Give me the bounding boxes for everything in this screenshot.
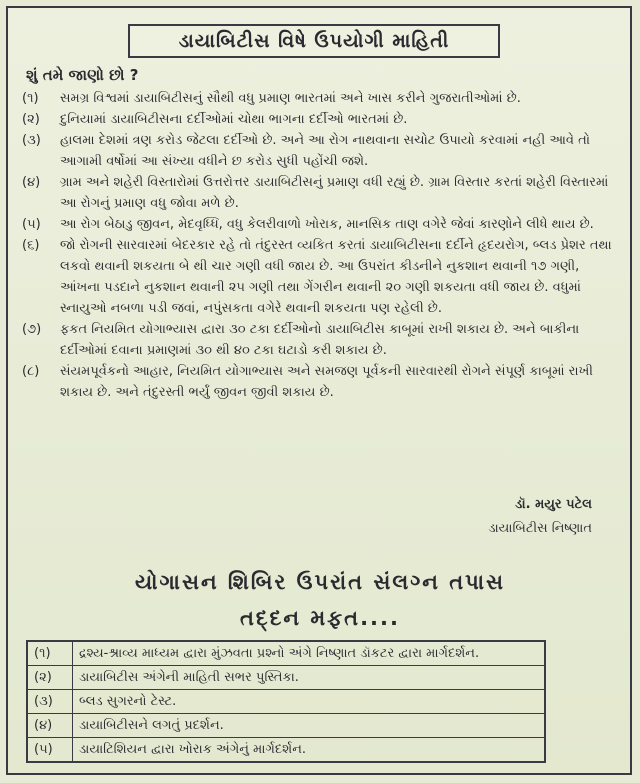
item-text: ગ્રામ અને શહેરી વિસ્તારોમાં ઉત્તરોત્તર ડાયાબિટીસનું પ્રમાણ વધી રહ્યું છે. ગ્રામ વિસ્તાર કરતાં શહેરી વિસ્તારમાં આ રોગનું પ્રમાણ વધુ જોવા મળે છે. [60, 175, 609, 211]
list-item [22, 88, 614, 109]
item-text: સંયમપૂર્વકનો આહાર, નિયમિત યોગાભ્યાસ અને સમજણ પૂર્વકની સારવારથી રોગને સંપૂર્ણ કાબૂમાં રાખી શકાય છે. અને તંદુરસ્તી ભર્યું જીવન જીવી શકાય છે. [60, 364, 593, 400]
author-role: ડાયાબિટીસ નિષ્ણાત [488, 521, 592, 536]
intro-question: શું તમે જાણો છો ? [26, 66, 139, 84]
item-number: (૬) [22, 238, 40, 253]
item-number: (૪) [22, 175, 41, 190]
offers-table [26, 640, 546, 763]
item-number: (૫) [22, 217, 41, 232]
item-number: (૮) [22, 364, 40, 379]
row-text: બ્લડ સુગરનો ટેસ્ટ. [79, 694, 177, 709]
table-row [28, 714, 544, 738]
item-number: (૨) [22, 112, 40, 127]
list-item [22, 130, 614, 172]
table-row [28, 738, 544, 761]
list-item [22, 361, 614, 403]
item-text: દુનિયામાં ડાયાબિટીસના દર્દીઓમાં ચોથા ભાગના દર્દીઓ ભારતમાં છે. [60, 112, 408, 127]
list-item [22, 319, 614, 361]
item-text: ફકત નિયમિત યોગાભ્યાસ દ્વારા ૩૦ ટકા દર્દીઓનો ડાયાબિટીસ કાબૂમાં રાખી શકાય છે. અને બાકીના દર્દીઓમાં દવાના પ્રમાણમાં ૩૦ થી ૪૦ ટકા ઘટાડો કરી શકાય છે. [60, 322, 580, 358]
camp-heading: યોગાસન શિબિર ઉપરાંત સંલગ્ન તપાસ [135, 570, 505, 594]
facts-list [22, 88, 614, 403]
row-number: (૧) [28, 642, 73, 665]
row-text: ડાયાબિટીસ અંગેની માહિતી સભર પુસ્તિકા. [79, 670, 299, 685]
row-text: દ્રશ્ય-શ્રાવ્ય માધ્યમ દ્વારા મુંઝવતા પ્રશ્નો અંગે નિષ્ણાત ડૉકટર દ્વારા માર્ગદર્શન. [79, 646, 480, 661]
list-item [22, 109, 614, 130]
item-number: (૩) [22, 133, 41, 148]
author-name: ડૉ. મયુર પટેલ [515, 497, 592, 512]
row-number: (૫) [28, 738, 73, 761]
row-number: (૪) [28, 714, 73, 737]
item-text: જો રોગની સારવારમાં બેદરકાર રહે તો તંદુરસ્ત વ્યકિત કરતાં ડાયાબિટીસના દર્દીને હૃદયરોગ, બ્લડ પ્રેશર તથા લકવો થવાની શકયતા બે થી ચાર ગણી વધી જાય છે. આ ઉપરાંત કીડનીને નુકશાન થવાની ૧૭ ગણી, આંખના પડદાને નુકશાન થવાની ૨૫ ગણી તથા ગેંગરીન થવાની ૨૦ ગણી શકયતા વધી જાય છે. વધુમાં સ્નાયુઓ નબળા પડી જવાં, નપુંસકતા વગેરે થવાની શકયતા પણ રહેલી છે. [60, 238, 612, 316]
item-text: સમગ્ર વિશ્વમાં ડાયાબિટીસનું સૌથી વધુ પ્રમાણ ભારતમાં અને ખાસ કરીને ગુજરાતીઓમાં છે. [60, 91, 521, 106]
row-number: (૩) [28, 690, 73, 713]
page-title: ડાયાબિટીસ વિષે ઉપયોગી માહિતી [128, 24, 500, 58]
list-item [22, 172, 614, 214]
table-row [28, 642, 544, 666]
item-number: (૭) [22, 322, 42, 337]
row-number: (૨) [28, 666, 73, 689]
free-heading: તદ્દન મફત.... [239, 606, 400, 630]
table-row [28, 690, 544, 714]
table-row [28, 666, 544, 690]
row-text: ડાયાબિટીસને લગતું પ્રદર્શન. [79, 718, 224, 733]
row-text: ડાયાટિશિયન દ્વારા ખોરાક અંગેનું માર્ગદર્શન. [79, 742, 307, 757]
item-text: આ રોગ બેઠાડુ જીવન, મેદવૃધ્ધિ, વધુ કેલરીવાળો ખોરાક, માનસિક તાણ વગેરે જેવાં કારણોને લીધે થાય છે. [60, 217, 594, 232]
list-item [22, 214, 614, 235]
item-number: (૧) [22, 91, 39, 106]
list-item [22, 235, 614, 319]
item-text: હાલમા દેશમાં ત્રણ કરોડ જેટલા દર્દીઓ છે. અને આ રોગ નાથવાના સચોટ ઉપાયો કરવામાં નહી આવે તો આગામી વર્ષોમાં આ સંખ્યા વધીને છ કરોડ સુધી પહોંચી જશે. [60, 133, 591, 169]
